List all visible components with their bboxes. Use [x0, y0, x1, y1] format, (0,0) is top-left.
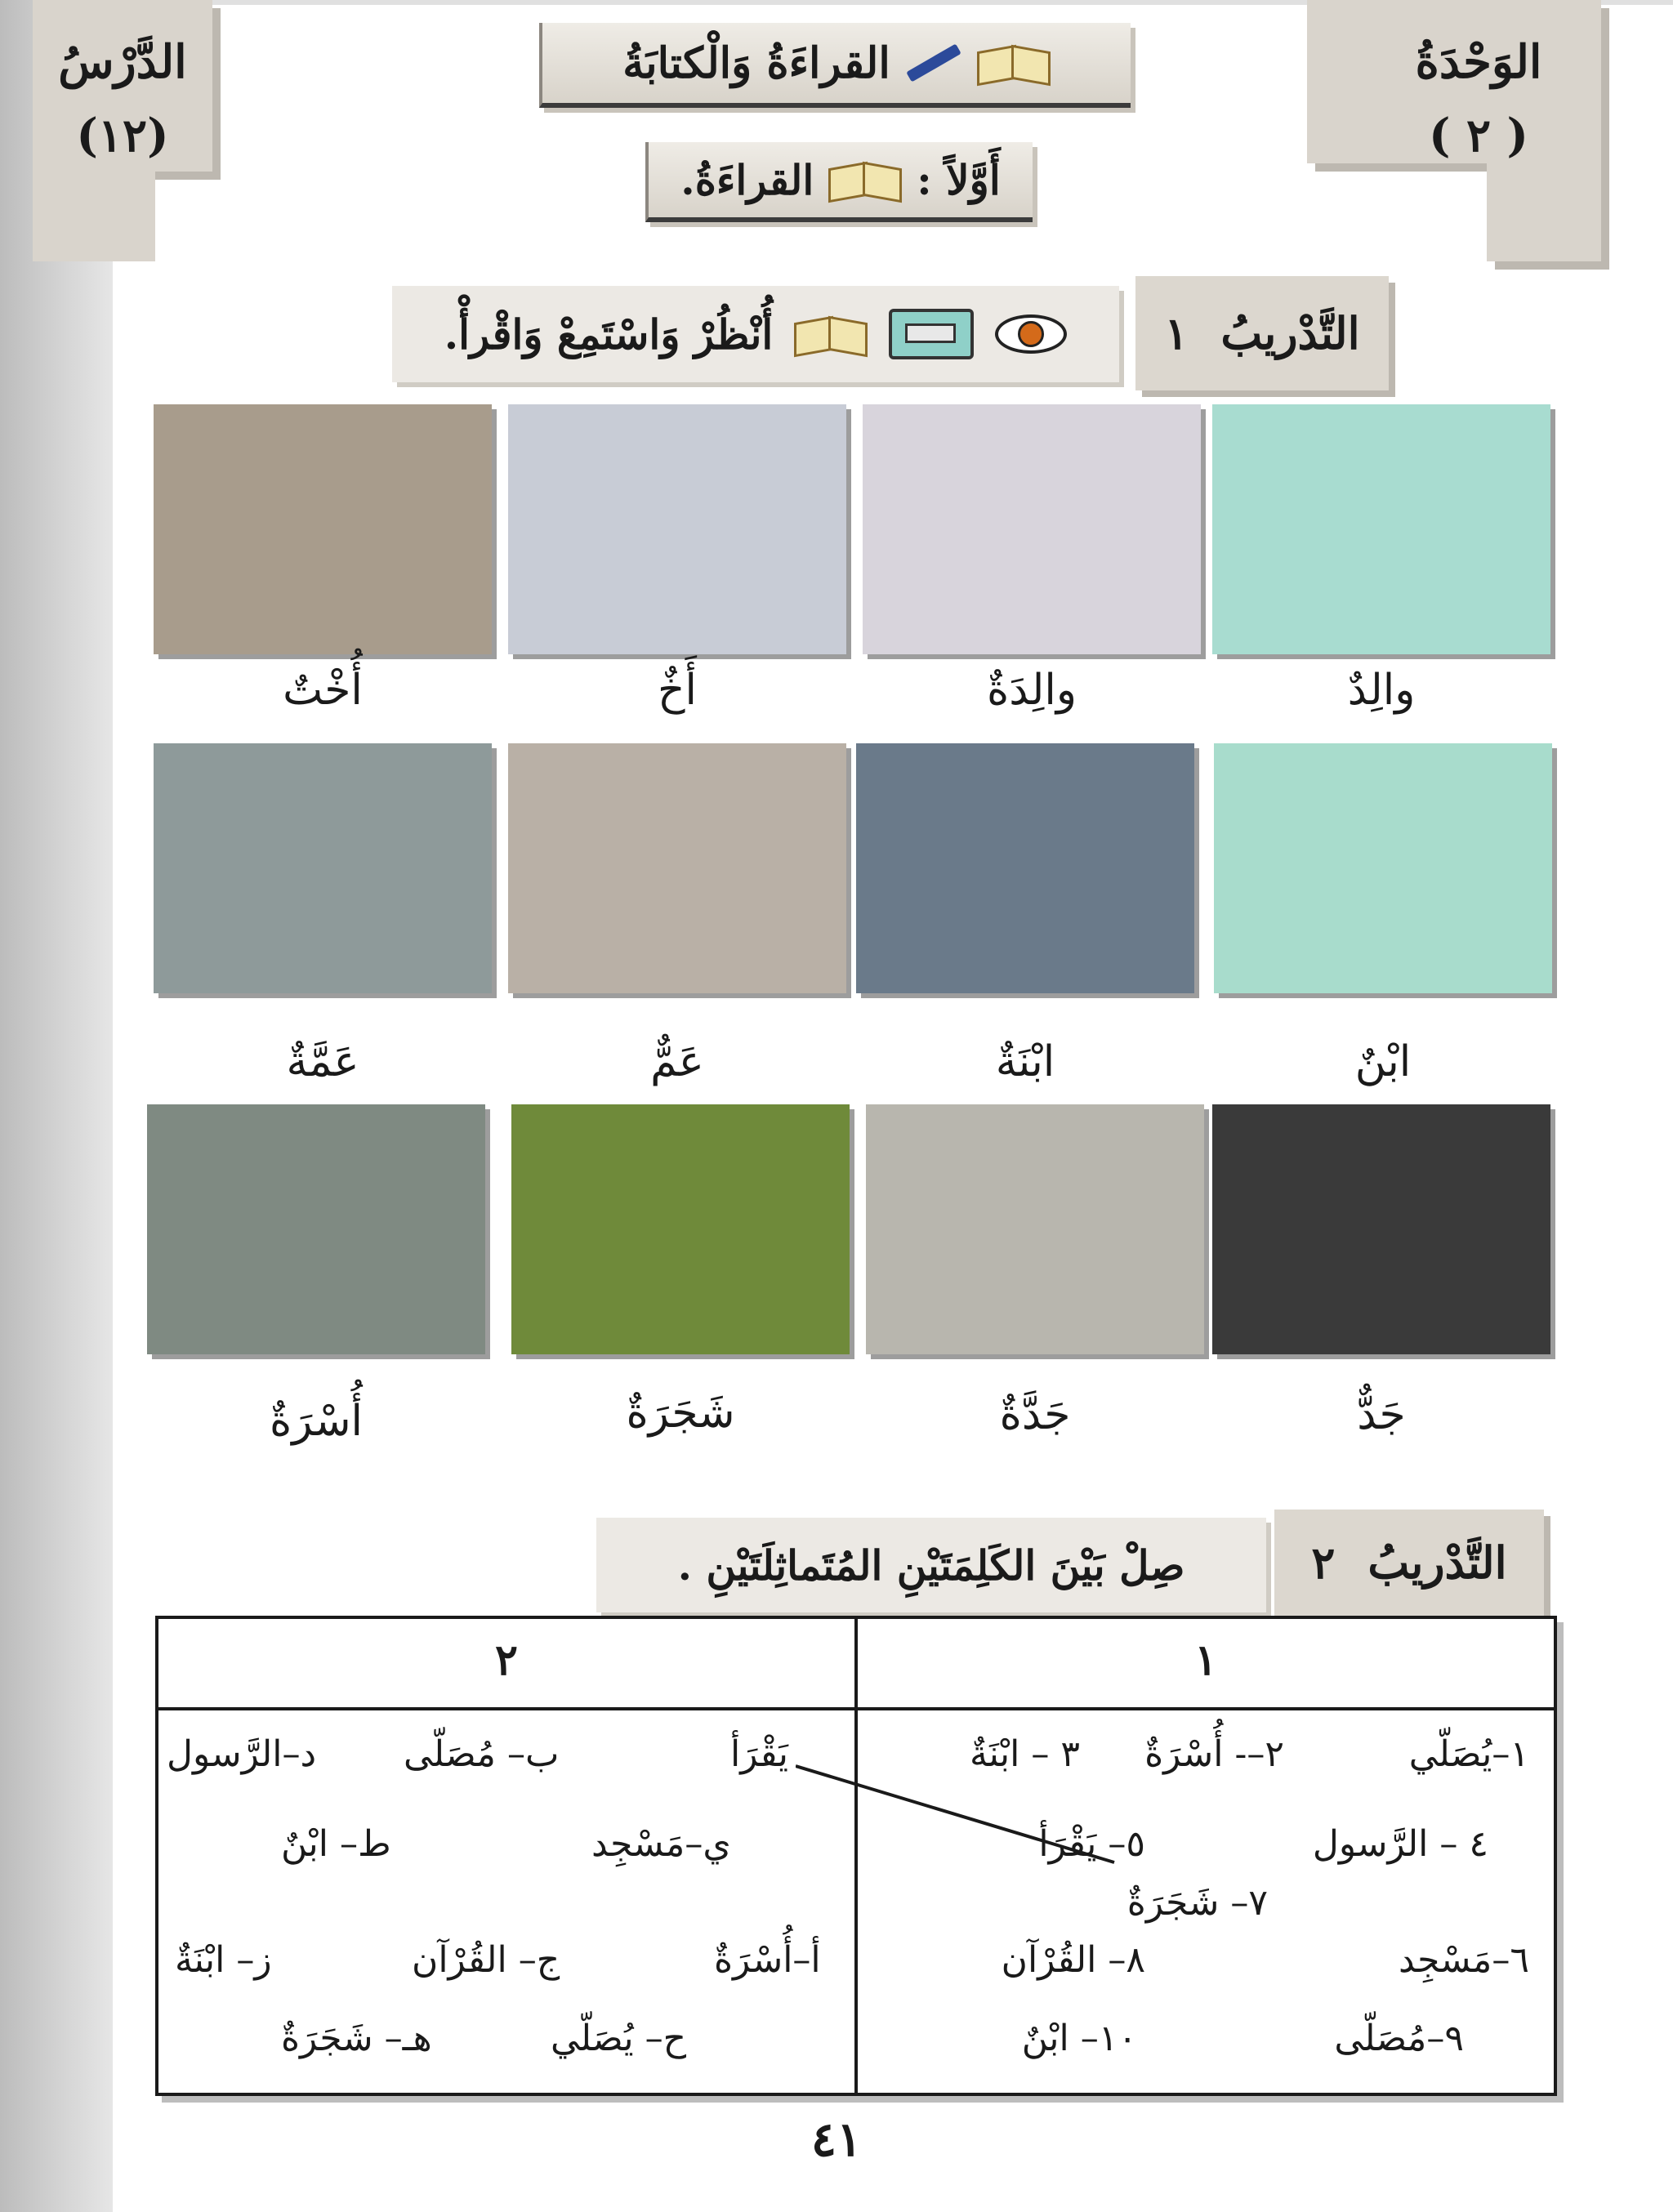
main-title-banner: [539, 23, 1131, 108]
photo-grandmother: [866, 1104, 1204, 1354]
eye-icon: [995, 314, 1067, 354]
caption-grandfather: جَدٌّ: [1357, 1390, 1406, 1439]
caption-family: أُسْرَةٌ: [270, 1397, 363, 1446]
col2-item: د–الرَّسول: [167, 1733, 317, 1775]
book-icon: [794, 314, 868, 354]
subtitle-banner: [645, 142, 1033, 222]
caption-sister: أُخْتٌ: [283, 666, 363, 715]
drill1-number: ١: [1164, 307, 1189, 359]
col1-item: ٢–- أُسْرَةٌ: [1144, 1733, 1284, 1775]
cassette-icon: [889, 309, 974, 359]
caption-daughter: ابْنَةٌ: [995, 1037, 1055, 1086]
book-spine: [0, 0, 113, 2212]
drill2-number: ٢: [1311, 1536, 1336, 1589]
caption-tree: شَجَرَةٌ: [626, 1389, 735, 1438]
book-icon: [977, 43, 1051, 83]
drill2-instruction-box: [596, 1518, 1266, 1612]
col2-item: ط– ابْنٌ: [281, 1823, 391, 1865]
column-header-2: ٢: [495, 1635, 518, 1685]
drill2-label: التَّدْريبُ: [1367, 1536, 1507, 1589]
subtitle: القراءَةُ.: [680, 155, 814, 204]
col1-item: ١–يُصَلّي: [1408, 1733, 1529, 1775]
main-title: القراءَةُ وَالْكتابَةُ: [622, 38, 890, 88]
col2-item: يَقْرَأ: [730, 1733, 789, 1775]
page-number: ٤١: [810, 2112, 863, 2167]
photo-tree: [511, 1104, 850, 1354]
caption-father: والِدٌ: [1347, 666, 1416, 715]
unit-number: ( ٢ ): [1428, 109, 1529, 163]
drill1-instruction-box: [392, 286, 1119, 382]
caption-aunt: عَمَّةٌ: [286, 1037, 359, 1086]
photo-uncle: [508, 743, 846, 993]
photo-daughter: [856, 743, 1194, 993]
pen-icon: [906, 43, 961, 82]
table-divider-horizontal: [158, 1707, 1554, 1710]
unit-corner-step: [1487, 155, 1601, 261]
col2-item: ي–مَسْجِد: [591, 1823, 731, 1865]
photo-aunt: [154, 743, 492, 993]
unit-label: الوَحْدَةُ: [1415, 35, 1542, 89]
drill1-label-box: [1135, 276, 1389, 390]
col2-item: ز– ابْنَةٌ: [175, 1939, 272, 1981]
col2-item: ح– يُصَلّي: [551, 2018, 687, 2059]
col2-item: أ–أُسْرَةٌ: [714, 1939, 821, 1981]
caption-uncle: عَمٌّ: [650, 1037, 704, 1086]
match-line: [796, 1758, 1139, 1880]
photo-brother: [508, 404, 846, 654]
caption-son: ابْنٌ: [1354, 1037, 1412, 1086]
col1-item: ٨– القُرْآن: [1001, 1939, 1145, 1981]
lesson-label: الدَّرْسُ: [58, 35, 187, 89]
photo-grandfather: [1212, 1104, 1550, 1354]
col1-item: ٥– يَقْرَأ: [1038, 1823, 1145, 1865]
lesson-corner-step: [33, 163, 155, 261]
subtitle-prefix: أَوَّلاً :: [917, 155, 1001, 204]
drill2-instruction: صِلْ بَيْنَ الكَلِمَتَيْنِ المُتَماثِلَتَيْنِ .: [677, 1541, 1185, 1590]
caption-grandmother: جَدَّةٌ: [999, 1390, 1071, 1439]
drill1-instruction: أُنْظُرْ وَاسْتَمِعْ وَاقْرأْ.: [444, 310, 774, 359]
caption-mother: والِدَةٌ: [987, 666, 1077, 715]
col1-item: ٤ – الرَّسول: [1312, 1823, 1488, 1865]
col1-item: ٩–مُصَلّى: [1334, 2018, 1464, 2059]
col1-item: ٧– شَجَرَةٌ: [1126, 1882, 1268, 1924]
book-icon: [828, 160, 902, 199]
photo-family: [147, 1104, 485, 1354]
col1-item: ٣ – ابْنَةٌ: [970, 1733, 1080, 1775]
drill2-label-box: [1274, 1510, 1544, 1616]
caption-brother: أَخٌ: [657, 666, 697, 715]
lesson-number: (١٢): [76, 109, 169, 163]
col2-item: ج– القُرْآن: [412, 1939, 560, 1981]
matching-table: [155, 1616, 1557, 2096]
col1-item: ٦–مَسْجِد: [1399, 1939, 1529, 1981]
col2-item: ب– مُصَلّى: [404, 1733, 560, 1775]
photo-father: [1212, 404, 1550, 654]
photo-mother: [863, 404, 1201, 654]
photo-son: [1214, 743, 1552, 993]
drill1-label: التَّدْريبُ: [1220, 307, 1360, 359]
photo-sister: [154, 404, 492, 654]
column-header-1: ١: [1194, 1635, 1217, 1685]
col2-item: هـ– شَجَرَةٌ: [281, 2018, 432, 2059]
col1-item: ١٠– ابْنٌ: [1021, 2018, 1137, 2059]
